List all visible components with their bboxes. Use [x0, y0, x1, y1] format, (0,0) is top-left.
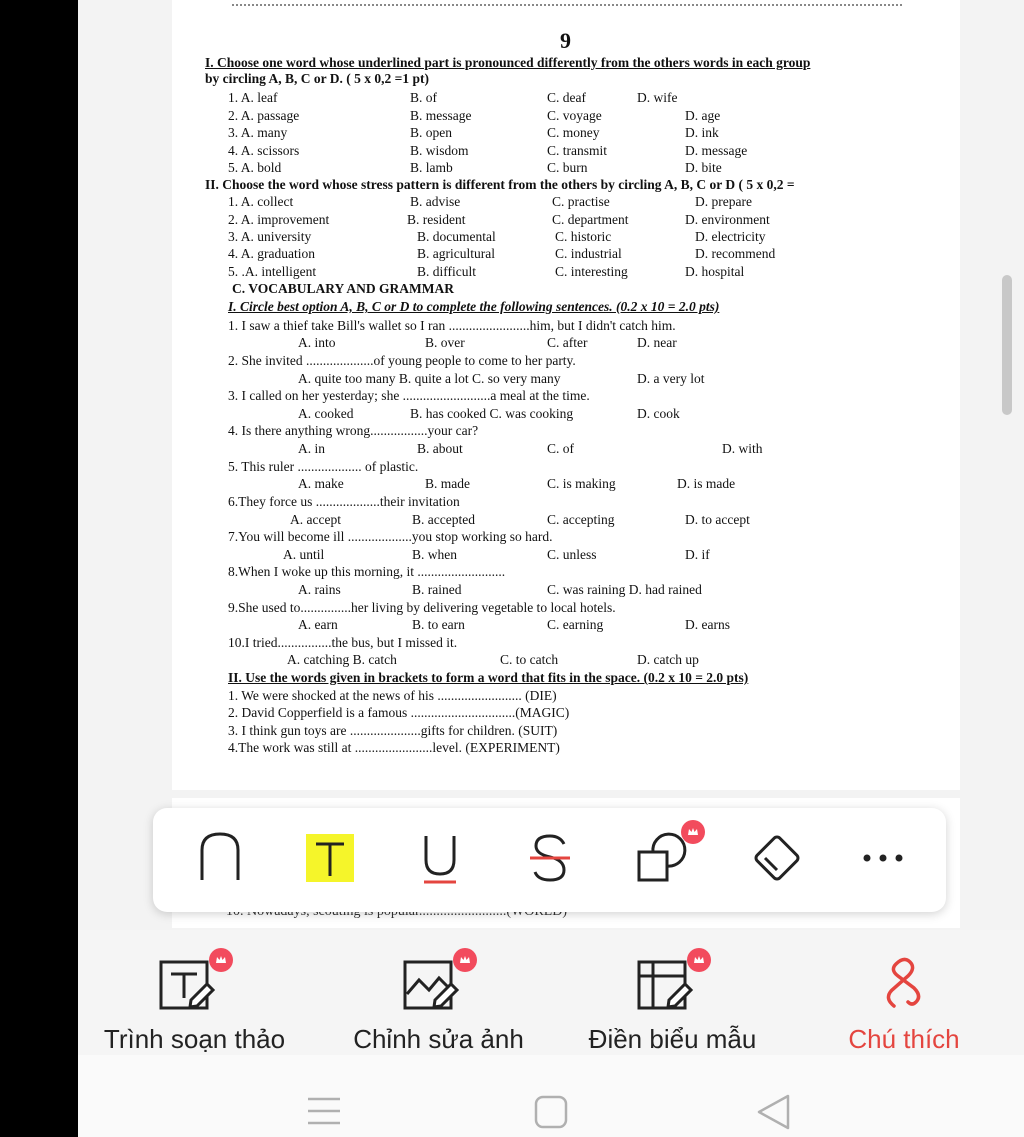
document-line: A. accept: [290, 512, 341, 527]
document-line: D. near: [637, 335, 677, 350]
document-line: 2. A. improvement: [228, 212, 330, 227]
form-fill-icon: [633, 944, 713, 1018]
document-line: B. has cooked C. was cooking: [410, 406, 574, 421]
document-line: A. until: [283, 547, 325, 562]
document-line: B. over: [425, 335, 465, 350]
premium-crown-icon: [687, 948, 711, 972]
document-line: C. interesting: [555, 264, 628, 279]
document-line: 1. I saw a thief take Bill's wallet so I ran ........................him, but I didn't catch him.: [228, 318, 676, 333]
underline-tool[interactable]: [410, 828, 470, 888]
document-line: C. burn: [547, 160, 588, 175]
eraser-icon: [749, 830, 805, 886]
document-line: C. voyage: [547, 108, 602, 123]
premium-crown-icon: [453, 948, 477, 972]
document-line: 6.They force us ...................their invitation: [228, 494, 460, 509]
strikethrough-tool[interactable]: [520, 828, 580, 888]
more-dots-icon: [859, 852, 907, 864]
eraser-tool[interactable]: [747, 828, 807, 888]
document-line: D. earns: [685, 617, 730, 632]
form-fill-button[interactable]: [570, 930, 775, 1055]
document-line: B. accepted: [412, 512, 475, 527]
document-line: C. money: [547, 125, 600, 140]
document-line: B. open: [410, 125, 452, 140]
document-line: C. accepting: [547, 512, 615, 527]
document-line: 4. Is there anything wrong.................your car?: [228, 423, 479, 438]
document-line: B. documental: [417, 229, 496, 244]
annotation-button[interactable]: [814, 930, 994, 1055]
document-line: C. earning: [547, 617, 604, 632]
document-line: 2. David Copperfield is a famous ...............................(MAGIC): [228, 705, 570, 720]
image-edit-button[interactable]: [336, 930, 541, 1055]
document-line: I. Circle best option A, B, C or D to complete the following sentences. (0.2 x 10 = 2.0 pts): [228, 299, 720, 314]
document-line: C. practise: [552, 194, 610, 209]
document-line: D. prepare: [695, 194, 752, 209]
document-line: 5. This ruler ................... of plastic.: [228, 459, 419, 474]
bottom-feature-panel: [78, 930, 1024, 1055]
document-line: B. to earn: [412, 617, 465, 632]
text-editor-button[interactable]: [92, 930, 297, 1055]
document-line: D. hospital: [685, 264, 745, 279]
document-line: 9.She used to...............her living by delivering vegetable to local hotels.: [228, 600, 616, 615]
document-line: D. electricity: [695, 229, 766, 244]
document-line: B. made: [425, 476, 470, 491]
document-line: 1. A. collect: [228, 194, 294, 209]
document-line: B. rained: [412, 582, 462, 597]
document-line: 4. A. scissors: [228, 143, 300, 158]
text-editor-label: Trình soạn thảo: [103, 1024, 286, 1054]
premium-crown-icon: [209, 948, 233, 972]
strikethrough-icon: [526, 830, 574, 886]
document-line: C. historic: [555, 229, 612, 244]
document-line: 7.You will become ill ...................you stop working so hard.: [228, 529, 553, 544]
document-line: A. cooked: [298, 406, 354, 421]
document-line: II. Choose the word whose stress pattern is different from the others by circling A, B, C or D ( 5 x 0,2 =: [205, 177, 795, 192]
document-line: I. Choose one word whose underlined part is pronounced differently from the others words in each group: [205, 55, 811, 70]
page-number: 9: [560, 28, 571, 53]
document-line: C. unless: [547, 547, 597, 562]
highlight-text-tool[interactable]: [300, 828, 360, 888]
home-button[interactable]: [534, 1095, 568, 1134]
document-line: D. environment: [685, 212, 770, 227]
document-line: C. transmit: [547, 143, 607, 158]
document-line: A. make: [298, 476, 344, 491]
document-line: C. to catch: [500, 652, 559, 667]
document-line: B. message: [410, 108, 472, 123]
document-line: C. is making: [547, 476, 616, 491]
document-line: B. when: [412, 547, 457, 562]
document-line: 1. A. leaf: [228, 90, 278, 105]
back-triangle-icon: [756, 1093, 790, 1131]
pen-tool[interactable]: [190, 828, 250, 888]
document-line: II. Use the words given in brackets to form a word that fits in the space. (0.2 x 10 = 2.0 pts): [228, 670, 749, 685]
document-line: D. wife: [637, 90, 678, 105]
document-line: D. age: [685, 108, 721, 123]
document-line: A. catching B. catch: [287, 652, 397, 667]
menu-lines-icon: [306, 1095, 342, 1127]
document-line: C. deaf: [547, 90, 586, 105]
document-line: A. in: [298, 441, 325, 456]
document-line: 8.When I woke up this morning, it ..........................: [228, 564, 506, 579]
document-line: 3. A. university: [228, 229, 312, 244]
document-line: C. was raining D. had rained: [547, 582, 702, 597]
annotation-icon: [864, 944, 944, 1018]
document-line: 5. .A. intelligent: [228, 264, 317, 279]
document-line: D. message: [685, 143, 748, 158]
premium-crown-icon: [681, 820, 705, 844]
document-line: D. a very lot: [637, 371, 705, 386]
document-line: A. earn: [298, 617, 338, 632]
document-line: 1. We were shocked at the news of his ......................... (DIE): [228, 688, 557, 703]
annotation-label: Chú thích: [848, 1024, 960, 1054]
document-line: by circling A, B, C or D. ( 5 x 0,2 =1 pt): [205, 71, 429, 86]
document-line: A. into: [298, 335, 336, 350]
underline-icon: [416, 830, 464, 886]
document-line: 2. A. passage: [228, 108, 300, 123]
document-line: D. recommend: [695, 246, 776, 261]
document-line: D. cook: [637, 406, 680, 421]
document-line: 5. A. bold: [228, 160, 282, 175]
document-line: 3. I think gun toys are .....................gifts for children. (SUIT): [228, 723, 558, 738]
document-line: C. after: [547, 335, 588, 350]
document-line: 10.I tried................the bus, but I missed it.: [228, 635, 458, 650]
scrollbar-thumb[interactable]: [1002, 275, 1012, 415]
document-line: C. of: [547, 441, 574, 456]
document-line: 2. She invited ....................of young people to come to her party.: [228, 353, 576, 368]
document-line: 3. A. many: [228, 125, 288, 140]
document-line: B. about: [417, 441, 463, 456]
home-square-icon: [534, 1095, 568, 1129]
image-edit-label: Chỉnh sửa ảnh: [353, 1024, 524, 1054]
document-line: B. difficult: [417, 264, 476, 279]
document-line: D. to accept: [685, 512, 750, 527]
document-line: 4. A. graduation: [228, 246, 315, 261]
document-line: 4.The work was still at .......................level. (EXPERIMENT): [228, 740, 560, 755]
shape-tool[interactable]: [633, 828, 693, 888]
document-line: A. quite too many B. quite a lot C. so very many: [298, 371, 561, 386]
back-button[interactable]: [756, 1093, 790, 1136]
system-navigation-bar: [78, 1055, 1024, 1137]
document-line: D. bite: [685, 160, 722, 175]
document-line: 3. I called on her yesterday; she ..........................a meal at the time.: [228, 388, 590, 403]
more-tools-button[interactable]: [853, 828, 913, 888]
document-line: D. ink: [685, 125, 719, 140]
document-line: B. resident: [407, 212, 466, 227]
text-editor-icon: [155, 944, 235, 1018]
document-line: B. agricultural: [417, 246, 495, 261]
document-line: D. catch up: [637, 652, 699, 667]
pen-arch-icon: [196, 828, 244, 888]
document-line: A. rains: [298, 582, 341, 597]
document-line: D. with: [722, 441, 763, 456]
document-line: B. advise: [410, 194, 461, 209]
recent-apps-button[interactable]: [306, 1095, 342, 1132]
document-line: B. of: [410, 90, 437, 105]
highlight-text-icon: [304, 832, 356, 884]
document-line: D. if: [685, 547, 710, 562]
document-line: B. wisdom: [410, 143, 469, 158]
document-line: B. lamb: [410, 160, 453, 175]
document-line: D. is made: [677, 476, 736, 491]
annotation-toolbar: [153, 808, 946, 912]
form-fill-label: Điền biểu mẫu: [588, 1024, 757, 1054]
image-edit-icon: [399, 944, 479, 1018]
document-line: C. industrial: [555, 246, 622, 261]
document-line: C. department: [552, 212, 629, 227]
document-line: C. VOCABULARY AND GRAMMAR: [232, 281, 454, 296]
